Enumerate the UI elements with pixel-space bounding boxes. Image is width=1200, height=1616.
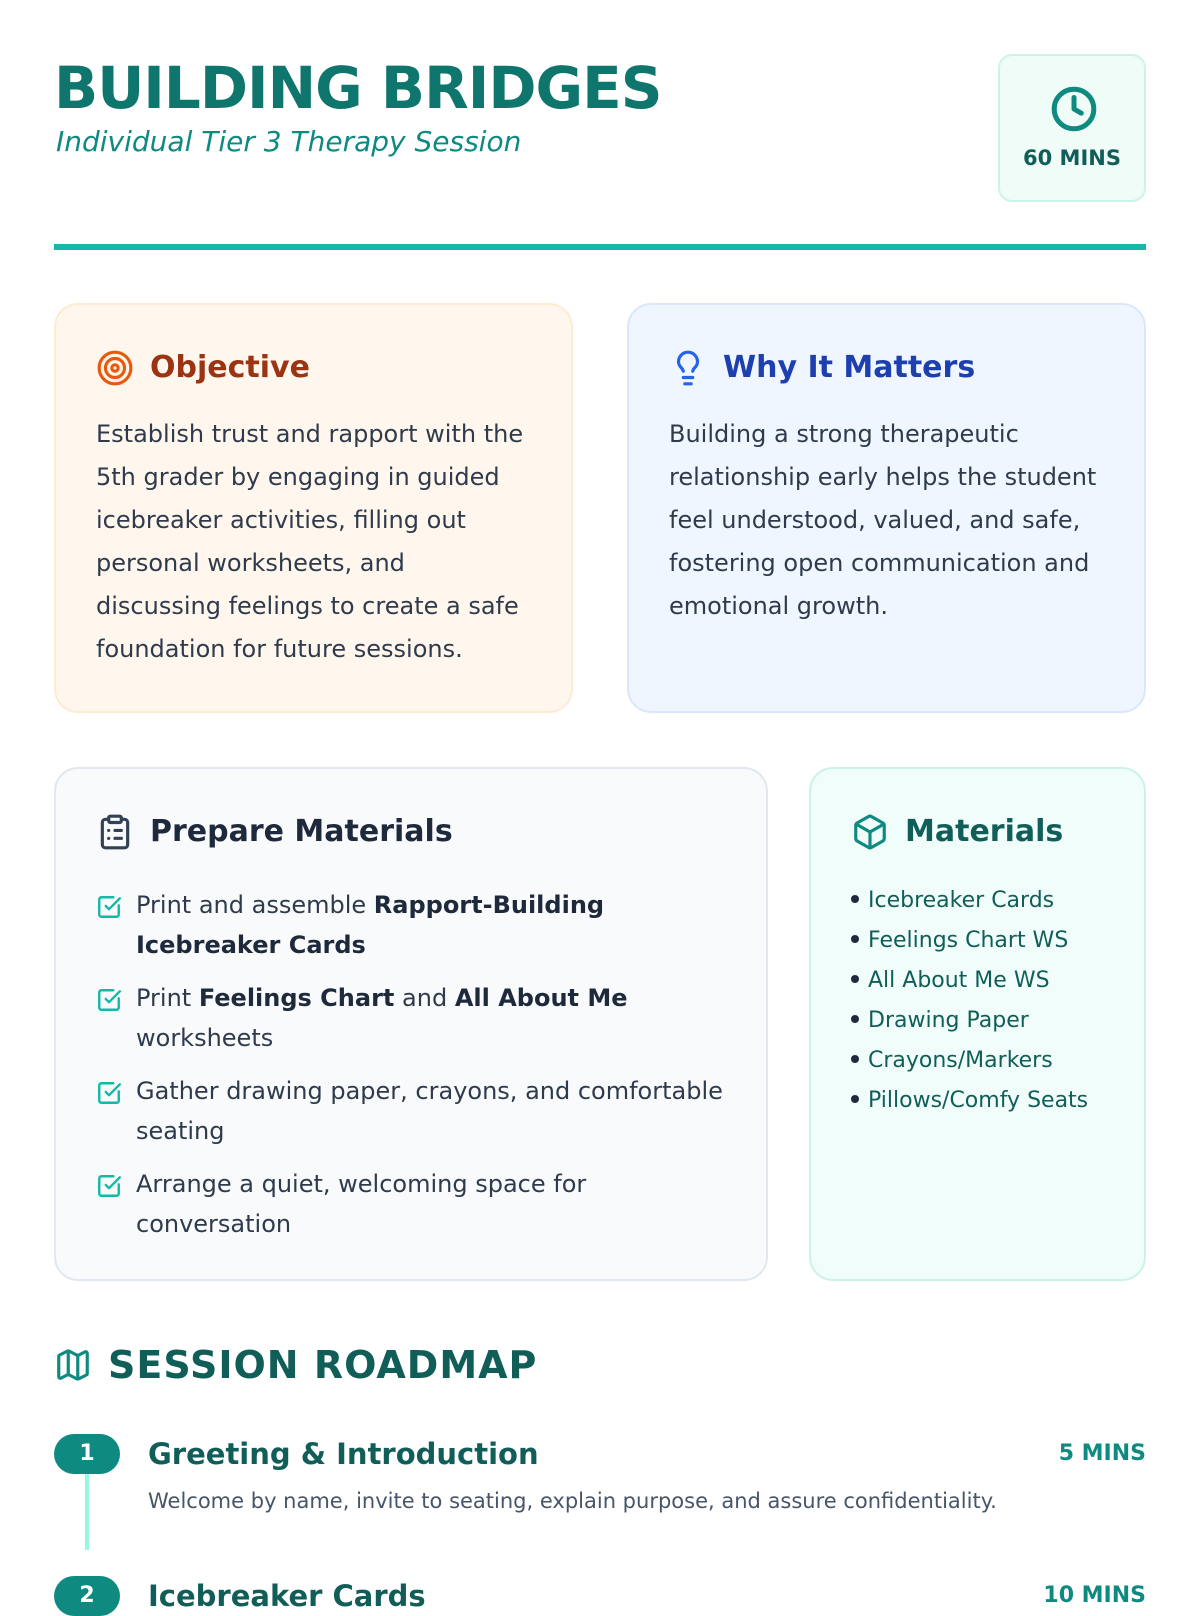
bullet [851, 1015, 859, 1023]
materials-item-text: All About Me WS [868, 968, 1050, 993]
prepare-item [96, 885, 736, 965]
duration-badge [998, 54, 1146, 202]
check-square-icon [96, 987, 122, 1013]
bullet [851, 1055, 859, 1063]
step-title: Icebreaker Cards [148, 1579, 426, 1613]
materials-item [851, 881, 1088, 921]
prepare-item [96, 1071, 736, 1151]
prepare-item-text: Print [136, 984, 199, 1012]
prepare-item-text: Gather drawing paper, crayons, and comfortable seating [136, 1077, 723, 1145]
step-duration: 5 MINS [1058, 1441, 1146, 1466]
check-square-icon [96, 1080, 122, 1106]
step-duration: 10 MINS [1043, 1583, 1146, 1608]
clock-icon [1049, 84, 1099, 134]
page-subtitle: Individual Tier 3 Therapy Session [56, 125, 522, 158]
objective-heading: Objective [150, 350, 310, 385]
why-text: Building a strong therapeutic relationship early helps the student feel understood, valued, and safe, fostering open communication and emotional growth. [669, 420, 1097, 620]
header-divider [54, 244, 1146, 250]
bullet [851, 935, 859, 943]
bullet [851, 975, 859, 983]
materials-card [809, 767, 1146, 1281]
prepare-item-text: worksheets [136, 1024, 274, 1052]
materials-item [851, 1081, 1088, 1121]
step-title: Greeting & Introduction [148, 1437, 539, 1471]
page-title: BUILDING BRIDGES [54, 54, 662, 122]
materials-item [851, 1041, 1088, 1081]
step-number: 2 [54, 1576, 120, 1616]
materials-item [851, 961, 1088, 1001]
check-square-icon [96, 894, 122, 920]
lesson-plan-page [54, 0, 1146, 1613]
materials-item-text: Pillows/Comfy Seats [868, 1088, 1089, 1113]
roadmap-heading [108, 1340, 537, 1390]
objective-text: Establish trust and rapport with the 5th grader by engaging in guided icebreaker activities, filling out personal worksheets, and discussing feelings to create a safe foundation for future sessions. [96, 420, 524, 663]
objective-card [54, 303, 573, 713]
materials-item-text: Icebreaker Cards [868, 888, 1055, 913]
prepare-item [96, 978, 736, 1058]
materials-item [851, 1001, 1088, 1041]
prepare-item-bold: All About Me [454, 984, 628, 1012]
materials-heading: Materials [905, 814, 1064, 849]
prepare-materials-card [54, 767, 768, 1281]
prepare-list [96, 885, 736, 1257]
materials-item [851, 921, 1088, 961]
bullet [851, 1095, 859, 1103]
bullet [851, 895, 859, 903]
prepare-item-text: Arrange a quiet, welcoming space for conversation [136, 1170, 587, 1238]
target-icon [96, 349, 134, 387]
why-heading: Why It Matters [723, 350, 976, 385]
materials-item-text: Feelings Chart WS [868, 928, 1069, 953]
materials-item-text: Crayons/Markers [868, 1048, 1053, 1073]
timeline-connector [85, 1474, 89, 1550]
prepare-item-text: and [394, 984, 455, 1012]
materials-list [851, 881, 1088, 1121]
why-it-matters-card [627, 303, 1146, 713]
materials-item-text: Drawing Paper [868, 1008, 1029, 1033]
step-description: Welcome by name, invite to seating, explain purpose, and assure confidentiality. [148, 1489, 997, 1513]
header [54, 52, 1146, 202]
step-number: 1 [54, 1434, 120, 1474]
duration-text: 60 MINS [1023, 146, 1121, 170]
roadmap-heading-text: SESSION ROADMAP [108, 1343, 538, 1387]
prepare-heading: Prepare Materials [150, 814, 453, 849]
map-icon [54, 1346, 92, 1384]
lightbulb-icon [669, 349, 707, 387]
prepare-item [96, 1164, 736, 1244]
clipboard-list-icon [96, 813, 134, 851]
prepare-item-bold: Rapport-Building Icebreaker Cards [136, 891, 605, 959]
box-icon [851, 813, 889, 851]
prepare-item-text: Print and assemble [136, 891, 374, 919]
prepare-item-bold: Feelings Chart [198, 984, 395, 1012]
roadmap-header [54, 1340, 754, 1390]
check-square-icon [96, 1173, 122, 1199]
